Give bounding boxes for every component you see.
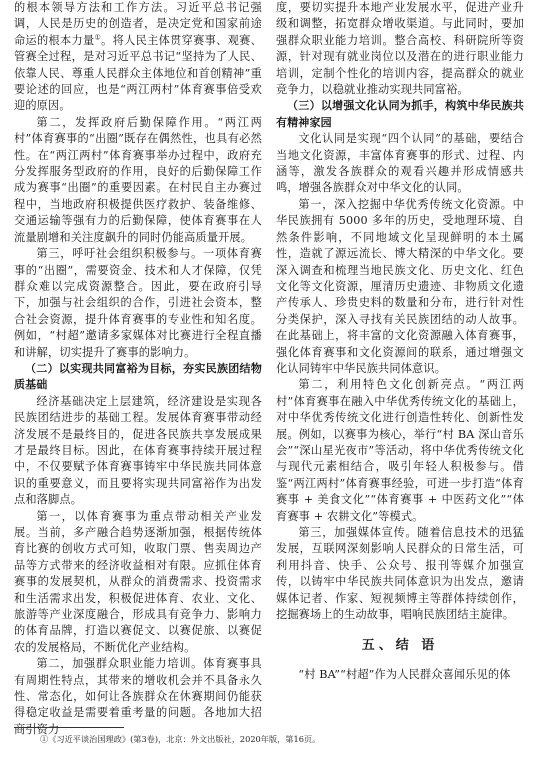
paragraph: 经济基础决定上层建筑，经济建设是实现各民族团结进步的基础工程。发展体育赛事带动经济发展不是最终目的，促进各民族共享发展成果才是最终目标。因此，在体育赛事持续开展过程中，不仅要赋予体育赛事铸牢中华民族共同体意识的重要意义，而且要将实现共同富裕作为出发点和落脚点。 [14,394,262,507]
footnote-marker[interactable]: ① [94,33,102,42]
paragraph: 第一，以体育赛事为重点带动相关产业发展。当前，多产融合趋势逐渐加强，根据传统体育比赛的创收方式可知，收取门票、售卖周边产品等方式带来的经济收益相对有限。应抓住体育赛事的发展契机，从群众的消费需求、投资需求和生活需求出发，积极促进体育、农业、文化、旅游等产业深度融合，形成具有竞争力、影响力的体育品牌，打造以赛促文、以赛促旅、以赛促农的发展格局，不断优化产业结构。 [14,509,262,654]
paragraph: 第一，深入挖掘中华优秀传统文化资源。中华民族拥有 5000 多年的历史，受地理环境、自然条件影响，不同地域文化呈现鲜明的本土属性，造就了源远流长、博大精深的中华文化。要深入调查和梳理当地民族文化、历史文化、红色文化等文化资源，厘清历史遗迹、非物质文化遗产传承人、珍贵史料的数量和分布，进行针对性分类保护，深入寻找有关民族团结的动人故事。在此基础上，将丰富的文化资源融入体育赛事，强化体育赛事和文化资源间的联系，通过增强文化认同铸牢中华民族共同体意识。 [276,197,524,375]
section-heading: （三）以增强文化认同为抓手，构筑中华民族共有精神家园 [276,99,524,129]
paragraph: 的根本领导方法和工作方法。习近平总书记强调，人民是历史的创造者，是决定党和国家前途命运的根本力量①。将人民主体贯穿赛事、观赛、管赛全过程，是对习近平总书记“坚持为了人民、依靠人民、尊重人民群众主体地位和首创精神”重要论述的回应，也是“两江两村”体育赛事倍受欢迎的原因。 [14,1,262,113]
conclusion-title: 五、结 语 [361,638,439,654]
paragraph: 文化认同是实现“四个认同”的基础，要结合当地文化资源，丰富体育赛事的形式、过程、内涵等，激发各族群众的观看兴趣并形成情感共鸣，增强各族群众对中华文化的认同。 [276,132,524,195]
footnote-divider [14,727,124,728]
paragraph: 第三，呼吁社会组织积极参与。一项体育赛事的“出圈”，需要资金、技术和人才保障，仅凭群众难以完成资源整合。因此，要在政府引导下，加强与社会组织的合作，引进社会资本，整合社会资源，提升体育赛事的专业性和知名度。例如，“村超”邀请多家媒体对比赛进行全程直播和讲解，切实提升了赛事的影响力。 [14,247,262,359]
section-heading: （二）以实现共同富裕为目标，夯实民族团结物质基础 [14,361,262,392]
paragraph: “村 BA”“村超”作为人民群众喜闻乐见的体 [298,668,511,682]
paragraph: 第二，加强群众职业能力培训。体育赛事具有周期性特点，其带来的增收机会并不具备永久性、常态化，如何让各族群众在休赛期间仍能获得稳定收益是需要着重考量的问题。各地加大招商引资力 [14,657,262,736]
paragraph: 度，要切实提升本地产业发展水平，促进产业升级和调整，拓宽群众增收渠道。与此同时，要加强群众职业能力培训。整合高校、科研院所等资源，针对现有就业岗位以及潜在的进行职业能力培训，定制个性化的培训内容，提高群众的就业竞争力，以稳就业推动实现共同富裕。 [276,1,524,97]
paragraph: 第三，加强媒体宣传。随着信息技术的迅猛发展，互联网深刻影响人民群众的日常生活，可利用抖音、快手、公众号、报刊等媒介加强宣传，以铸牢中华民族共同体意识为出发点，邀请媒体记者、作家、短视频博主等群体持续创作，挖掘赛场上的生动故事，唱响民族团结主旋律。 [276,526,524,622]
right-column [276,0,524,684]
left-column [14,0,262,738]
paragraph: 第二，利用特色文化创新亮点。“两江两村”体育赛事在融入中华优秀传统文化的基础上，对中华优秀传统文化进行创造性转化、创新性发展。例如，以赛事为核心，举行“村 BA 深山音乐会”“深山星光夜市”等活动，将中华优秀传统文化与现代元素相结合，吸引年轻人积极参与。借鉴“两江两村”体育赛事经验，可进一步打造“体育赛事 + 美食文化”“体育赛事 + 中医药文化”“体育赛事 + 农耕文化”等模式。 [276,378,524,523]
footnote: ①《习近平谈治国理政》(第3卷)，北京：外文出版社，2020年版，第16页。 [40,734,321,744]
paragraph: 第二，发挥政府后勤保障作用。“两江两村”体育赛事的“出圈”既存在偶然性，也具有必然性。在“两江两村”体育赛事举办过程中，政府充分发挥服务型政府的作用，良好的后勤保障工作成为赛事“出圈”的重要因素。在村民自主办赛过程中，当地政府积极提供医疗救护、装备维修、交通运输等强有力的后勤保障，使体育赛事在人流量剧增和关注度飙升的同时仍能高质量开展。 [14,115,262,244]
